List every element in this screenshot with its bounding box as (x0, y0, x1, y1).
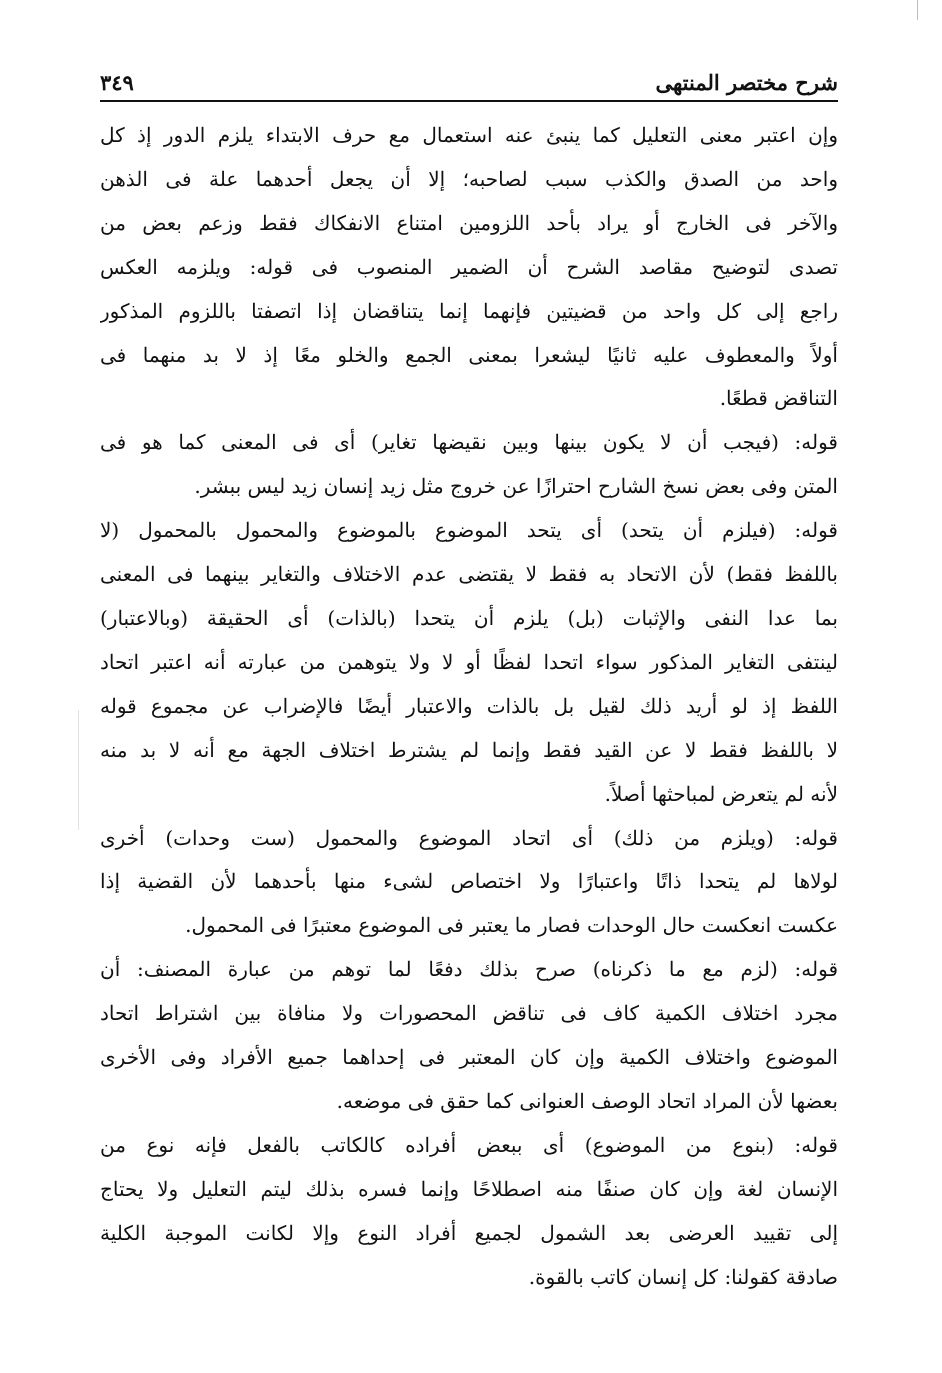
header-rule (100, 100, 838, 102)
text-line: بعضها لأن المراد اتحاد الوصف العنوانى كما حقق فى موضعه. (336, 1088, 838, 1113)
text-line: اللفظ إذ لو أريد ذلك لقيل بل بالذات والاعتبار أيضًا فالإضراب عن مجموع قوله (100, 693, 838, 718)
text-line: تصدى لتوضيح مقاصد الشرح أن الضمير المنصوب فى قوله: ويلزمه العكس (100, 254, 838, 279)
text-line: قوله: (فيجب أن لا يكون بينها وبين نقيضها تغاير) أى فى المعنى كما هو فى (100, 430, 838, 455)
text-line: صادقة كقولنا: كل إنسان كاتب بالقوة. (528, 1264, 838, 1289)
text-line: باللفظ فقط) لأن الاتحاد به فقط لا يقتضى عدم الاختلاف والتغاير بينهما فى المعنى (100, 562, 838, 587)
text-line: الإنسان لغة وإن كان صنفًا منه اصطلاحًا وإنما فسره بذلك ليتم التعليل ولا يحتاج (100, 1176, 838, 1201)
text-line: واحد من الصدق والكذب سبب لصاحبه؛ إلا أن يجعل أحدهما علة فى الذهن (100, 166, 838, 191)
margin-mark (917, 0, 918, 20)
page-header (100, 66, 838, 100)
paragraph (100, 421, 838, 509)
margin-shadow (78, 710, 79, 830)
text-line: المتن وفى بعض نسخ الشارح احترازًا عن خروج مثل زيد إنسان زيد ليس ببشر. (194, 474, 838, 499)
body-text (100, 114, 838, 1299)
text-line: عكست انعكست حال الوحدات فصار ما يعتبر فى الموضوع معتبرًا فى المحمول. (185, 913, 838, 938)
text-line: الموضوع واختلاف الكمية وإن كان المعتبر فى إحداهما جميع الأفراد وفى الأخرى (100, 1045, 838, 1070)
text-line: قوله: (بنوع من الموضوع) أى ببعض أفراده كالكاتب بالفعل فإنه نوع من (100, 1132, 838, 1157)
text-line: التناقض قطعًا. (719, 386, 838, 411)
paragraph (100, 114, 838, 421)
paragraph (100, 948, 838, 1124)
text-line: قوله: (ويلزم من ذلك) أى اتحاد الموضوع والمحمول (ست وحدات) أخرى (100, 825, 838, 850)
text-line: مجرد اختلاف الكمية كاف فى تناقض المحصورات ولا منافاة بين اشتراط اتحاد (100, 1001, 838, 1026)
text-line: أولاً والمعطوف عليه ثانيًا ليشعرا بمعنى الجمع والخلو معًا إذ لا بد منهما فى (100, 342, 838, 367)
text-line: لأنه لم يتعرض لمباحثها أصلاً. (604, 781, 838, 806)
text-line: لولاها لم يتحدا ذاتًا واعتبارًا ولا اختصاص لشىء منها بأحدهما لأن القضية إذا (100, 869, 838, 894)
text-line: لينتفى التغاير المذكور سواء اتحدا لفظًا أو لا ولا يتوهمن من عبارته أنه اعتبر اتحاد (100, 649, 838, 674)
text-line: إلى تقييد العرضى بعد الشمول لجميع أفراد النوع وإلا لكانت الموجبة الكلية (100, 1220, 838, 1245)
text-line: بما عدا النفى والإثبات (بل) يلزم أن يتحدا (بالذات) أى الحقيقة (وبالاعتبار) (100, 605, 838, 630)
text-line: قوله: (فيلزم أن يتحد) أى يتحد الموضوع بالموضوع والمحمول بالمحمول (لا (100, 518, 838, 543)
page-number: ٣٤٩ (100, 70, 134, 95)
text-line: قوله: (لزم مع ما ذكرناه) صرح بذلك دفعًا لما توهم من عبارة المصنف: أن (100, 957, 838, 982)
paragraph (100, 509, 838, 816)
paragraph (100, 1124, 838, 1300)
text-line: راجع إلى كل واحد من قضيتين فإنهما إنما يتناقضان إذا اتصفتا باللزوم المذكور (100, 298, 838, 323)
text-line: وإن اعتبر معنى التعليل كما ينبئ عنه استعمال مع حرف الابتداء يلزم الدور إذ كل (100, 123, 838, 147)
paragraph (100, 817, 838, 949)
running-title: شرح مختصر المنتهى (655, 70, 838, 95)
text-line: والآخر فى الخارج أو يراد بأحد اللزومين امتناع الانفكاك فقط وزعم بعض من (100, 210, 838, 235)
text-line: لا باللفظ فقط لا عن القيد فقط وإنما لم يشترط اختلاف الجهة مع أنه لا بد منه (100, 737, 838, 762)
